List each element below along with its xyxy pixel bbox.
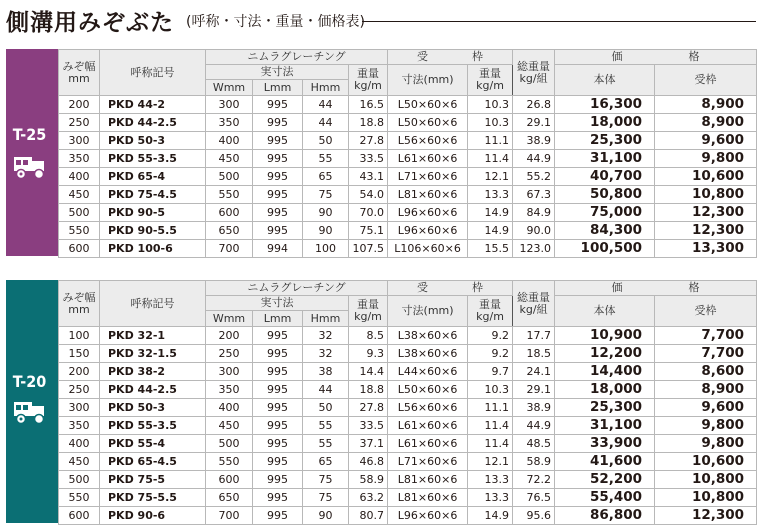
cell-width: 350: [59, 417, 100, 435]
cell-code: PKD 38-2: [100, 363, 206, 381]
cell-grating-weight: 9.3: [349, 345, 388, 363]
col-frame-price-header: 受枠: [655, 296, 757, 327]
cell-grating-weight: 18.8: [349, 114, 388, 132]
cell-total-weight: 29.1: [513, 114, 555, 132]
cell-total-weight: 67.3: [513, 186, 555, 204]
price-table: [58, 49, 757, 258]
cell-w: 300: [206, 96, 253, 114]
cell-w: 400: [206, 132, 253, 150]
cell-frame-price: 10,600: [655, 453, 757, 471]
cell-frame-price: 8,900: [655, 381, 757, 399]
cell-w: 650: [206, 489, 253, 507]
cell-body-price: 40,700: [555, 168, 655, 186]
cell-frame-size: L50×60×6: [388, 96, 468, 114]
cell-code: PKD 44-2: [100, 96, 206, 114]
cell-frame-weight: 14.9: [468, 222, 513, 240]
table-row: [59, 168, 757, 186]
cell-grating-weight: 18.8: [349, 381, 388, 399]
cell-width: 300: [59, 399, 100, 417]
cell-h: 90: [303, 204, 349, 222]
cell-h: 32: [303, 327, 349, 345]
cell-total-weight: 38.9: [513, 399, 555, 417]
cell-width: 550: [59, 222, 100, 240]
cell-h: 100: [303, 240, 349, 258]
cell-h: 90: [303, 222, 349, 240]
cell-code: PKD 44-2.5: [100, 114, 206, 132]
cell-grating-weight: 70.0: [349, 204, 388, 222]
cell-code: PKD 32-1.5: [100, 345, 206, 363]
cell-grating-weight: 37.1: [349, 435, 388, 453]
cell-total-weight: 29.1: [513, 381, 555, 399]
cell-width: 100: [59, 327, 100, 345]
load-class-band-t20: [6, 280, 53, 523]
cell-frame-size: L81×60×6: [388, 489, 468, 507]
truck-icon: [12, 398, 48, 424]
cell-frame-weight: 11.1: [468, 399, 513, 417]
cell-grating-weight: 75.1: [349, 222, 388, 240]
table-row: [59, 96, 757, 114]
load-class-label: T-20: [12, 372, 47, 391]
cell-grating-weight: 58.9: [349, 471, 388, 489]
cell-w: 350: [206, 381, 253, 399]
cell-code: PKD 55-3.5: [100, 417, 206, 435]
cell-frame-size: L61×60×6: [388, 150, 468, 168]
cell-frame-weight: 11.1: [468, 132, 513, 150]
cell-w: 500: [206, 435, 253, 453]
table-row: [59, 345, 757, 363]
cell-l: 995: [253, 222, 303, 240]
cell-frame-size: L56×60×6: [388, 132, 468, 150]
table-row: [59, 186, 757, 204]
cell-l: 995: [253, 96, 303, 114]
price-table-t20: [6, 280, 756, 523]
cell-body-price: 18,000: [555, 114, 655, 132]
table-row: [59, 363, 757, 381]
cell-frame-weight: 13.3: [468, 471, 513, 489]
cell-body-price: 75,000: [555, 204, 655, 222]
table-row: [59, 222, 757, 240]
table-row: [59, 114, 757, 132]
cell-total-weight: 72.2: [513, 471, 555, 489]
cell-width: 350: [59, 150, 100, 168]
cell-w: 450: [206, 150, 253, 168]
col-frame-size-header: 寸法(mm): [388, 65, 468, 96]
cell-l: 995: [253, 399, 303, 417]
cell-total-weight: 58.9: [513, 453, 555, 471]
table-row: [59, 507, 757, 525]
cell-width: 450: [59, 186, 100, 204]
cell-frame-size: L61×60×6: [388, 435, 468, 453]
cell-width: 550: [59, 489, 100, 507]
cell-total-weight: 76.5: [513, 489, 555, 507]
cell-frame-price: 8,900: [655, 114, 757, 132]
cell-frame-weight: 10.3: [468, 96, 513, 114]
cell-frame-price: 9,600: [655, 399, 757, 417]
cell-frame-weight: 11.4: [468, 435, 513, 453]
cell-total-weight: 44.9: [513, 417, 555, 435]
cell-width: 250: [59, 381, 100, 399]
cell-code: PKD 55-3.5: [100, 150, 206, 168]
cell-code: PKD 75-5: [100, 471, 206, 489]
table-row: [59, 381, 757, 399]
cell-frame-size: L96×60×6: [388, 204, 468, 222]
price-group-header: 価 格: [555, 50, 757, 65]
table-row: [59, 471, 757, 489]
cell-frame-size: L56×60×6: [388, 399, 468, 417]
cell-frame-size: L96×60×6: [388, 507, 468, 525]
cell-h: 38: [303, 363, 349, 381]
cell-frame-size: L61×60×6: [388, 417, 468, 435]
cell-frame-size: L71×60×6: [388, 453, 468, 471]
cell-total-weight: 84.9: [513, 204, 555, 222]
cell-w: 600: [206, 471, 253, 489]
cell-w: 200: [206, 327, 253, 345]
cell-width: 400: [59, 168, 100, 186]
cell-code: PKD 55-4: [100, 435, 206, 453]
price-table-t25: [6, 49, 756, 256]
title-rule: [362, 21, 756, 22]
cell-width: 400: [59, 435, 100, 453]
cell-grating-weight: 107.5: [349, 240, 388, 258]
cell-h: 44: [303, 96, 349, 114]
cell-h: 90: [303, 507, 349, 525]
cell-grating-weight: 80.7: [349, 507, 388, 525]
cell-l: 994: [253, 240, 303, 258]
cell-h: 65: [303, 453, 349, 471]
cell-w: 500: [206, 168, 253, 186]
col-grating-weight-header: 重量 kg/m: [349, 296, 388, 327]
cell-frame-size: L38×60×6: [388, 345, 468, 363]
cell-h: 32: [303, 345, 349, 363]
table-row: [59, 327, 757, 345]
cell-grating-weight: 63.2: [349, 489, 388, 507]
cell-l: 995: [253, 381, 303, 399]
cell-frame-price: 9,800: [655, 417, 757, 435]
cell-w: 300: [206, 363, 253, 381]
col-l-header: Lmm: [253, 311, 303, 327]
cell-l: 995: [253, 507, 303, 525]
col-width-header: みぞ幅 mm: [59, 281, 100, 327]
cell-total-weight: 38.9: [513, 132, 555, 150]
cell-l: 995: [253, 327, 303, 345]
cell-l: 995: [253, 168, 303, 186]
cell-grating-weight: 33.5: [349, 417, 388, 435]
cell-w: 450: [206, 417, 253, 435]
table-row: [59, 399, 757, 417]
cell-w: 700: [206, 507, 253, 525]
col-body-price-header: 本体: [555, 65, 655, 96]
cell-body-price: 31,100: [555, 417, 655, 435]
cell-code: PKD 90-6: [100, 507, 206, 525]
cell-frame-size: L50×60×6: [388, 381, 468, 399]
cell-body-price: 12,200: [555, 345, 655, 363]
cell-grating-weight: 43.1: [349, 168, 388, 186]
table-row: [59, 150, 757, 168]
cell-l: 995: [253, 132, 303, 150]
col-code-header: 呼称記号: [100, 50, 206, 96]
cell-grating-weight: 27.8: [349, 132, 388, 150]
cell-grating-weight: 16.5: [349, 96, 388, 114]
cell-frame-price: 8,600: [655, 363, 757, 381]
cell-frame-weight: 13.3: [468, 489, 513, 507]
cell-frame-price: 10,800: [655, 471, 757, 489]
cell-code: PKD 44-2.5: [100, 381, 206, 399]
cell-l: 995: [253, 453, 303, 471]
cell-frame-price: 12,300: [655, 204, 757, 222]
col-code-header: 呼称記号: [100, 281, 206, 327]
cell-frame-size: L106×60×6: [388, 240, 468, 258]
cell-body-price: 86,800: [555, 507, 655, 525]
cell-l: 995: [253, 150, 303, 168]
cell-w: 350: [206, 114, 253, 132]
cell-total-weight: 123.0: [513, 240, 555, 258]
cell-frame-price: 9,600: [655, 132, 757, 150]
cell-total-weight: 95.6: [513, 507, 555, 525]
frame-group-header: 受 枠: [388, 281, 513, 296]
cell-total-weight: 17.7: [513, 327, 555, 345]
cell-frame-price: 12,300: [655, 222, 757, 240]
cell-frame-size: L71×60×6: [388, 168, 468, 186]
cell-total-weight: 55.2: [513, 168, 555, 186]
cell-l: 995: [253, 186, 303, 204]
cell-code: PKD 50-3: [100, 132, 206, 150]
frame-group-header: 受 枠: [388, 50, 513, 65]
col-frame-size-header: 寸法(mm): [388, 296, 468, 327]
cell-code: PKD 75-5.5: [100, 489, 206, 507]
cell-frame-price: 7,700: [655, 345, 757, 363]
cell-grating-weight: 33.5: [349, 150, 388, 168]
cell-width: 450: [59, 453, 100, 471]
cell-l: 995: [253, 345, 303, 363]
price-table: [58, 280, 757, 525]
cell-frame-size: L81×60×6: [388, 471, 468, 489]
cell-body-price: 84,300: [555, 222, 655, 240]
cell-body-price: 18,000: [555, 381, 655, 399]
cell-frame-weight: 14.9: [468, 204, 513, 222]
cell-frame-price: 7,700: [655, 327, 757, 345]
cell-code: PKD 32-1: [100, 327, 206, 345]
cell-frame-price: 9,800: [655, 150, 757, 168]
table-row: [59, 204, 757, 222]
cell-h: 44: [303, 381, 349, 399]
cell-frame-price: 10,800: [655, 489, 757, 507]
cell-frame-weight: 9.2: [468, 345, 513, 363]
cell-width: 200: [59, 96, 100, 114]
page-subtitle: (呼称・寸法・重量・価格表): [186, 14, 365, 30]
cell-code: PKD 65-4.5: [100, 453, 206, 471]
cell-frame-weight: 10.3: [468, 381, 513, 399]
cell-l: 995: [253, 204, 303, 222]
load-class-band-t25: [6, 49, 53, 256]
cell-h: 75: [303, 489, 349, 507]
cell-frame-weight: 10.3: [468, 114, 513, 132]
col-w-header: Wmm: [206, 80, 253, 96]
cell-frame-size: L50×60×6: [388, 114, 468, 132]
cell-body-price: 31,100: [555, 150, 655, 168]
col-w-header: Wmm: [206, 311, 253, 327]
col-frame-weight-header: 重量 kg/m: [468, 65, 513, 96]
cell-frame-price: 12,300: [655, 507, 757, 525]
cell-w: 600: [206, 204, 253, 222]
col-h-header: Hmm: [303, 311, 349, 327]
col-total-weight-header: 総重量 kg/組: [513, 281, 555, 327]
cell-frame-weight: 11.4: [468, 150, 513, 168]
cell-l: 995: [253, 417, 303, 435]
cell-body-price: 16,300: [555, 96, 655, 114]
cell-frame-size: L44×60×6: [388, 363, 468, 381]
cell-frame-price: 10,800: [655, 186, 757, 204]
cell-body-price: 25,300: [555, 399, 655, 417]
dims-group-header: 実寸法: [206, 65, 349, 80]
cell-frame-price: 9,800: [655, 435, 757, 453]
grating-group-header: ニムラグレーチング: [206, 281, 388, 296]
cell-h: 75: [303, 471, 349, 489]
col-width-header: みぞ幅 mm: [59, 50, 100, 96]
col-l-header: Lmm: [253, 80, 303, 96]
col-frame-weight-header: 重量 kg/m: [468, 296, 513, 327]
cell-l: 995: [253, 435, 303, 453]
cell-grating-weight: 46.8: [349, 453, 388, 471]
table-row: [59, 240, 757, 258]
cell-frame-weight: 11.4: [468, 417, 513, 435]
table-row: [59, 453, 757, 471]
col-total-weight-header: 総重量 kg/組: [513, 50, 555, 96]
cell-frame-weight: 15.5: [468, 240, 513, 258]
cell-total-weight: 44.9: [513, 150, 555, 168]
cell-frame-weight: 9.2: [468, 327, 513, 345]
table-row: [59, 489, 757, 507]
col-h-header: Hmm: [303, 80, 349, 96]
cell-grating-weight: 14.4: [349, 363, 388, 381]
cell-body-price: 10,900: [555, 327, 655, 345]
cell-width: 300: [59, 132, 100, 150]
cell-code: PKD 75-4.5: [100, 186, 206, 204]
cell-total-weight: 24.1: [513, 363, 555, 381]
cell-frame-price: 8,900: [655, 96, 757, 114]
cell-body-price: 50,800: [555, 186, 655, 204]
cell-frame-weight: 12.1: [468, 168, 513, 186]
cell-l: 995: [253, 363, 303, 381]
col-grating-weight-header: 重量 kg/m: [349, 65, 388, 96]
cell-h: 55: [303, 417, 349, 435]
price-group-header: 価 格: [555, 281, 757, 296]
cell-l: 995: [253, 114, 303, 132]
cell-h: 44: [303, 114, 349, 132]
cell-h: 50: [303, 399, 349, 417]
cell-total-weight: 48.5: [513, 435, 555, 453]
cell-h: 55: [303, 150, 349, 168]
cell-code: PKD 50-3: [100, 399, 206, 417]
cell-body-price: 25,300: [555, 132, 655, 150]
cell-l: 995: [253, 471, 303, 489]
table-row: [59, 435, 757, 453]
cell-frame-price: 13,300: [655, 240, 757, 258]
cell-width: 150: [59, 345, 100, 363]
cell-body-price: 100,500: [555, 240, 655, 258]
cell-body-price: 55,400: [555, 489, 655, 507]
cell-w: 250: [206, 345, 253, 363]
cell-h: 55: [303, 435, 349, 453]
page-title: 側溝用みぞぶた: [6, 10, 174, 36]
cell-w: 400: [206, 399, 253, 417]
cell-w: 550: [206, 186, 253, 204]
cell-frame-weight: 12.1: [468, 453, 513, 471]
grating-group-header: ニムラグレーチング: [206, 50, 388, 65]
cell-body-price: 41,600: [555, 453, 655, 471]
col-frame-price-header: 受枠: [655, 65, 757, 96]
cell-body-price: 33,900: [555, 435, 655, 453]
cell-l: 995: [253, 489, 303, 507]
cell-width: 200: [59, 363, 100, 381]
page-title-row: [6, 4, 756, 34]
truck-icon: [12, 153, 48, 179]
cell-total-weight: 18.5: [513, 345, 555, 363]
load-class-label: T-25: [12, 125, 47, 144]
cell-grating-weight: 8.5: [349, 327, 388, 345]
cell-body-price: 14,400: [555, 363, 655, 381]
table-row: [59, 417, 757, 435]
cell-frame-size: L38×60×6: [388, 327, 468, 345]
cell-frame-size: L96×60×6: [388, 222, 468, 240]
cell-width: 600: [59, 240, 100, 258]
cell-h: 75: [303, 186, 349, 204]
cell-h: 50: [303, 132, 349, 150]
dims-group-header: 実寸法: [206, 296, 349, 311]
cell-code: PKD 90-5: [100, 204, 206, 222]
cell-body-price: 52,200: [555, 471, 655, 489]
cell-frame-size: L81×60×6: [388, 186, 468, 204]
cell-frame-weight: 9.7: [468, 363, 513, 381]
cell-frame-price: 10,600: [655, 168, 757, 186]
table-row: [59, 132, 757, 150]
cell-width: 600: [59, 507, 100, 525]
cell-width: 500: [59, 471, 100, 489]
cell-frame-weight: 14.9: [468, 507, 513, 525]
cell-code: PKD 65-4: [100, 168, 206, 186]
cell-w: 650: [206, 222, 253, 240]
cell-grating-weight: 54.0: [349, 186, 388, 204]
cell-w: 700: [206, 240, 253, 258]
cell-code: PKD 90-5.5: [100, 222, 206, 240]
cell-frame-weight: 13.3: [468, 186, 513, 204]
cell-total-weight: 26.8: [513, 96, 555, 114]
cell-width: 500: [59, 204, 100, 222]
col-body-price-header: 本体: [555, 296, 655, 327]
cell-code: PKD 100-6: [100, 240, 206, 258]
cell-h: 65: [303, 168, 349, 186]
cell-width: 250: [59, 114, 100, 132]
cell-w: 550: [206, 453, 253, 471]
cell-total-weight: 90.0: [513, 222, 555, 240]
cell-grating-weight: 27.8: [349, 399, 388, 417]
